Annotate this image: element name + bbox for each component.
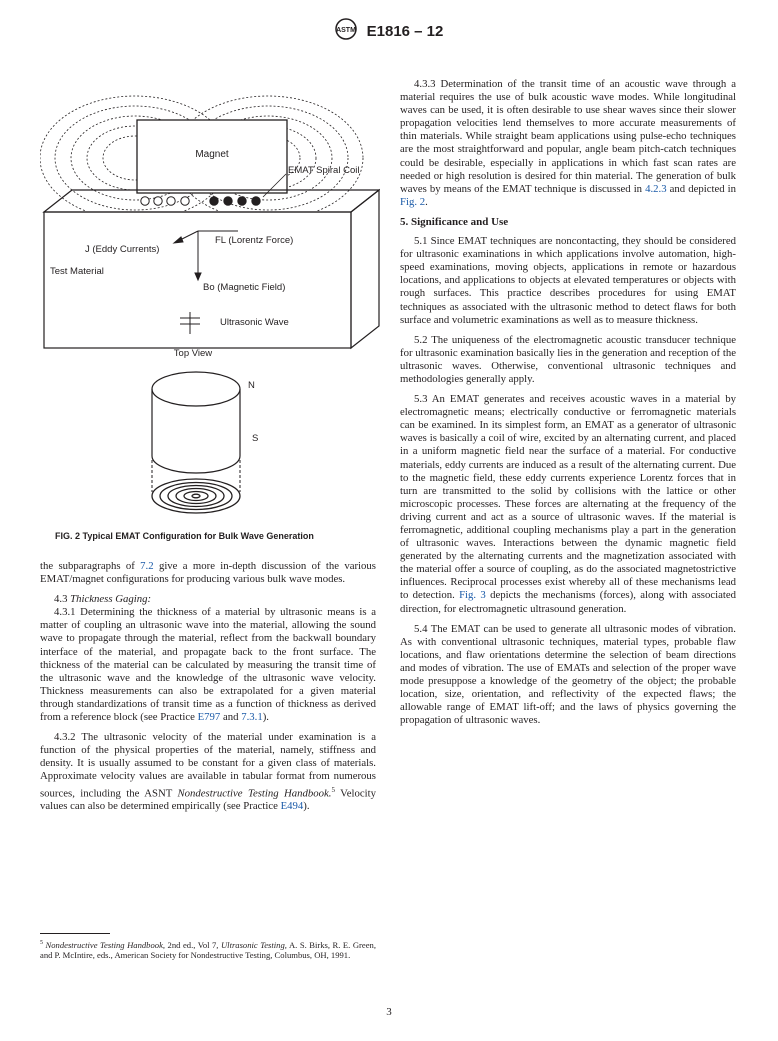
top-view-label: Top View [173, 348, 213, 359]
lorentz-label: FL (Lorentz Force) [215, 235, 294, 246]
test-material-label: Test Material [50, 266, 104, 277]
field-label: Bo (Magnetic Field) [203, 282, 286, 293]
emat-figure [40, 60, 380, 540]
astm-logo-icon [335, 18, 357, 45]
eddy-label: J (Eddy Currents) [85, 244, 160, 255]
page-number: 3 [386, 1006, 392, 1018]
svg-text:ASTM: ASTM [335, 27, 356, 34]
cylinder-magnet [152, 372, 240, 473]
footnote-rule [40, 933, 110, 934]
wave-label: Ultrasonic Wave [220, 317, 289, 328]
standard-code: E1816 – 12 [366, 23, 444, 40]
paragraph-intro: the subparagraphs of 7.2 give a more in-depth discussion of the various EMAT/magnet configurations for producing various bulk wave modes. [40, 560, 376, 586]
paragraph-5-3: 5.3 An EMAT generates and receives acoustic waves in a material by electromagnetic means; electrically conductive or ferromagnetic materials can be examined. In its simplest form, an EMAT as a generator of ultrasonic waves is basically a coil of wire, excited by an alternating current, and placed in a uniform magnetic field near the surface of a material. For conductive materials, eddy currents are induced as a result of the alternating current. Due to the magnetic field, these eddy currents experience Lorentz forces that in turn are transmitted to the solid by collisions with the lattice or other microscopic processes. These forces are alternating at the frequency of the driving current and act as a source of ultrasonic waves. If the material is ferromagnetic, additional coupling mechanisms play a part in the generation of ultrasonic waves. Interactions between the dynamic magnetic field generated by the alternating currents and the magnetization associated with the material offer a source of coupling, as do the associated magnetostrictive influences. Reciprocal processes exist whereby all of these mechanisms lead to detection. Fig. 3 depicts the mechanisms (forces), along with associated direction, for electromagnetic ultrasound generation. [400, 393, 736, 615]
paragraph-5-1: 5.1 Since EMAT techniques are noncontacting, they should be considered for ultrasonic examinations in which applications involve automation, high-speed examinations, moving objects, applications in remote or hazardous locations, and applications to objects at elevated temperatures or objects with rough surfaces. This practice describes procedures for using EMAT techniques as associated with the ultrasonic method to detect flaws for both surface and volumetric examinations as well as to measure thickness. [400, 235, 736, 326]
section-4-3-heading: 4.3 Thickness Gaging: [54, 593, 152, 606]
link-fig-3[interactable]: Fig. 3 [459, 589, 486, 602]
magnet-label: Magnet [195, 149, 229, 160]
page-header [0, 18, 778, 45]
link-7-3-1[interactable]: 7.3.1 [241, 711, 263, 724]
right-column [400, 78, 736, 734]
section-5-heading: 5. Significance and Use [400, 215, 509, 228]
left-column [40, 560, 376, 820]
link-4-2-3[interactable]: 4.2.3 [645, 182, 667, 195]
footnote: $^5$ Nondestructive Testing Handbook, 2nd ed., Vol 7, Ultrasonic Testing, A. S. Birks, R. E. Green, and P. McIntire, eds., American Society for Nondestructive Testing, Columbus, OH, 1991. [40, 939, 376, 961]
figure-caption: FIG. 2 Typical EMAT Configuration for Bulk Wave Generation [55, 531, 314, 541]
link-e494[interactable]: E494 [280, 800, 304, 813]
spiral-coil-icon [152, 479, 240, 513]
coil-label: EMAT Spiral Coil [288, 165, 360, 176]
coil-wires [141, 197, 260, 205]
wave-symbol [180, 312, 200, 334]
link-fig-2[interactable]: Fig. 2 [400, 195, 426, 208]
paragraph-5-4: 5.4 The EMAT can be used to generate all ultrasonic modes of vibration. As with conventional ultrasonic techniques, material types, probable flaw locations, and flaw orientations determine the selection of beam directions and modes of vibration. The use of EMATs and selection of the proper wave mode presuppose a knowledge of the geometry of the object; the probable location, size, orientation, and reflectivity of the expected flaws; the allowable range of EMAT lift-off; and the laws of physics governing the propagation of ultrasonic waves. [400, 622, 736, 727]
paragraph-4-3-3: 4.3.3 Determination of the transit time of an acoustic wave through a material requires the use of bulk acoustic wave modes. While longitudinal waves can be used, it is often desirable to use shear waves since their slower propagation velocities lend themselves to more accurate measurements of thin materials. While straight beam applications using pulse-echo techniques are the most straightforward and popular, angle beam pitch-catch techniques could be desirable, especially in applications in which fast scan rates are needed or high resolution is desired for thin material. The generation of bulk waves by means of the EMAT technique is discussed in 4.2.3 and depicted in Fig. 2. [400, 78, 737, 208]
paragraph-4-3-2: 4.3.2 The ultrasonic velocity of the material under examination is a function of the physical properties of the material, namely, stiffness and density. It is usually assumed to be constant for a given class of materials. Approximate velocity values are available in tabular format from numerous sources, including the ASNT Nondestructive Testing Handbook.$^5$ Velocity values can also be determined empirically (see Practice E494). [40, 731, 376, 813]
paragraph-5-2: 5.2 The uniqueness of the electromagnetic acoustic transducer technique for ultrasonic examination basically lies in the generation and reception of the ultrasonic waves. Otherwise, conventional ultrasonic techniques and methodologies generally apply. [400, 333, 736, 385]
link-7-2[interactable]: 7.2 [140, 560, 154, 572]
link-e797[interactable]: E797 [197, 711, 221, 724]
south-label: S [252, 433, 259, 444]
north-label: N [248, 380, 255, 391]
paragraph-4-3-1: 4.3.1 Determining the thickness of a material by ultrasonic means is a matter of coupling an ultrasonic wave into the material, allowing the sound wave to propagate through the material, reflect from the backwall boundary interface of the material, and propagate back to the front surface. The thickness of the material can be calculated by measuring the transit time of the ultrasonic wave and the knowledge of the ultrasonic wave velocity. Thickness measurements can also be extrapolated for a given material through standardizations of transit time as a function of thickness as derived from a reference block (see Practice E797 and 7.3.1). [40, 606, 376, 724]
